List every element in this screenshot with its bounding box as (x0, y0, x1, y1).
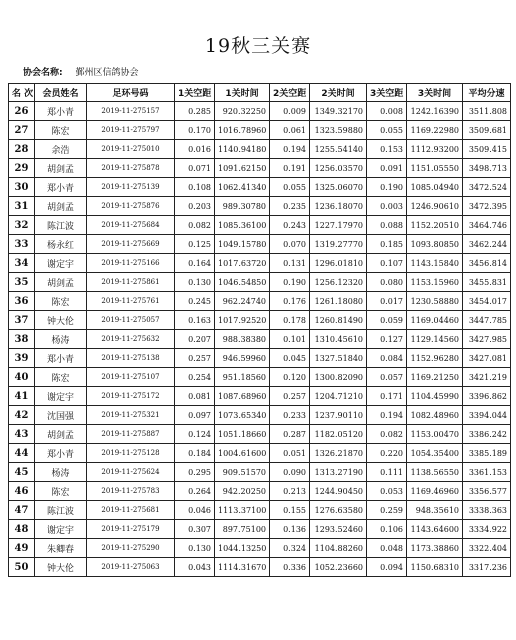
time2-cell: 1236.18070 (310, 197, 367, 216)
time3-cell: 1246.90610 (407, 197, 463, 216)
time1-cell: 1049.15780 (215, 235, 270, 254)
time1-cell: 988.38380 (215, 330, 270, 349)
dist1-cell: 0.245 (175, 292, 215, 311)
table-row (9, 178, 511, 197)
rank-cell: 37 (9, 311, 35, 330)
dist1-cell: 0.295 (175, 463, 215, 482)
avg-speed-cell: 3427.985 (463, 330, 511, 349)
avg-speed-cell: 3462.244 (463, 235, 511, 254)
time1-cell: 1016.78960 (215, 121, 270, 140)
time2-cell: 1104.88260 (310, 539, 367, 558)
col-header-name: 会员姓名 (35, 84, 87, 102)
member-name-cell: 陈宏 (35, 292, 87, 311)
dist2-cell: 0.324 (270, 539, 310, 558)
dist1-cell: 0.130 (175, 539, 215, 558)
dist2-cell: 0.194 (270, 140, 310, 159)
member-name-cell: 谢定宇 (35, 254, 87, 273)
time1-cell: 920.32250 (215, 102, 270, 121)
ring-number-cell: 2019-11-275157 (87, 102, 175, 121)
avg-speed-cell: 3472.395 (463, 197, 511, 216)
dist2-cell: 0.233 (270, 406, 310, 425)
results-table (8, 83, 511, 577)
association-line (23, 65, 139, 78)
dist2-cell: 0.051 (270, 444, 310, 463)
table-row (9, 539, 511, 558)
dist3-cell: 0.194 (367, 406, 407, 425)
dist2-cell: 0.287 (270, 425, 310, 444)
ring-number-cell: 2019-11-275321 (87, 406, 175, 425)
ring-number-cell: 2019-11-275107 (87, 368, 175, 387)
time2-cell: 1052.23660 (310, 558, 367, 577)
time2-cell: 1326.21870 (310, 444, 367, 463)
dist1-cell: 0.071 (175, 159, 215, 178)
time2-cell: 1256.03570 (310, 159, 367, 178)
dist3-cell: 0.106 (367, 520, 407, 539)
time1-cell: 989.30780 (215, 197, 270, 216)
member-name-cell: 陈江波 (35, 501, 87, 520)
table-row (9, 482, 511, 501)
time2-cell: 1255.54140 (310, 140, 367, 159)
member-name-cell: 胡剑孟 (35, 425, 87, 444)
rank-cell: 39 (9, 349, 35, 368)
dist2-cell: 0.178 (270, 311, 310, 330)
time3-cell: 1112.93200 (407, 140, 463, 159)
rank-cell: 40 (9, 368, 35, 387)
time3-cell: 1230.58880 (407, 292, 463, 311)
table-row (9, 292, 511, 311)
ring-number-cell: 2019-11-275624 (87, 463, 175, 482)
avg-speed-cell: 3396.862 (463, 387, 511, 406)
time2-cell: 1313.27190 (310, 463, 367, 482)
time2-cell: 1244.90450 (310, 482, 367, 501)
dist1-cell: 0.043 (175, 558, 215, 577)
dist1-cell: 0.207 (175, 330, 215, 349)
ring-number-cell: 2019-11-275139 (87, 178, 175, 197)
time3-cell: 1129.14560 (407, 330, 463, 349)
member-name-cell: 沈国强 (35, 406, 87, 425)
rank-cell: 35 (9, 273, 35, 292)
col-header-time1: 1关时间 (215, 84, 270, 102)
ring-number-cell: 2019-11-275681 (87, 501, 175, 520)
table-row (9, 368, 511, 387)
time3-cell: 1152.96280 (407, 349, 463, 368)
ring-number-cell: 2019-11-275138 (87, 349, 175, 368)
dist1-cell: 0.081 (175, 387, 215, 406)
member-name-cell: 陈宏 (35, 368, 87, 387)
dist3-cell: 0.220 (367, 444, 407, 463)
member-name-cell: 谢定宇 (35, 387, 87, 406)
table-row (9, 216, 511, 235)
dist3-cell: 0.127 (367, 330, 407, 349)
dist3-cell: 0.094 (367, 558, 407, 577)
table-row (9, 387, 511, 406)
dist2-cell: 0.131 (270, 254, 310, 273)
member-name-cell: 朱卿春 (35, 539, 87, 558)
rank-cell: 44 (9, 444, 35, 463)
dist1-cell: 0.163 (175, 311, 215, 330)
dist2-cell: 0.136 (270, 520, 310, 539)
dist3-cell: 0.048 (367, 539, 407, 558)
time2-cell: 1293.52460 (310, 520, 367, 539)
avg-speed-cell: 3361.153 (463, 463, 511, 482)
avg-speed-cell: 3394.044 (463, 406, 511, 425)
avg-speed-cell: 3472.524 (463, 178, 511, 197)
member-name-cell: 胡剑孟 (35, 159, 87, 178)
dist3-cell: 0.185 (367, 235, 407, 254)
table-row (9, 425, 511, 444)
avg-speed-cell: 3427.081 (463, 349, 511, 368)
dist2-cell: 0.191 (270, 159, 310, 178)
rank-cell: 49 (9, 539, 35, 558)
time3-cell: 1093.80850 (407, 235, 463, 254)
time2-cell: 1256.12320 (310, 273, 367, 292)
time2-cell: 1182.05120 (310, 425, 367, 444)
time1-cell: 962.24740 (215, 292, 270, 311)
dist1-cell: 0.108 (175, 178, 215, 197)
table-row (9, 159, 511, 178)
time1-cell: 1062.41340 (215, 178, 270, 197)
rank-cell: 26 (9, 102, 35, 121)
avg-speed-cell: 3509.681 (463, 121, 511, 140)
ring-number-cell: 2019-11-275783 (87, 482, 175, 501)
association-label: 协会名称: (23, 68, 63, 78)
time2-cell: 1260.81490 (310, 311, 367, 330)
dist3-cell: 0.059 (367, 311, 407, 330)
dist2-cell: 0.045 (270, 349, 310, 368)
member-name-cell: 钟大伦 (35, 311, 87, 330)
avg-speed-cell: 3498.713 (463, 159, 511, 178)
dist2-cell: 0.009 (270, 102, 310, 121)
time3-cell: 1152.20510 (407, 216, 463, 235)
table-row (9, 349, 511, 368)
ring-number-cell: 2019-11-275290 (87, 539, 175, 558)
rank-cell: 33 (9, 235, 35, 254)
dist2-cell: 0.101 (270, 330, 310, 349)
ring-number-cell: 2019-11-275063 (87, 558, 175, 577)
time3-cell: 1169.21250 (407, 368, 463, 387)
time2-cell: 1323.59880 (310, 121, 367, 140)
time2-cell: 1319.27770 (310, 235, 367, 254)
time1-cell: 1140.94180 (215, 140, 270, 159)
time2-cell: 1227.17970 (310, 216, 367, 235)
ring-number-cell: 2019-11-275172 (87, 387, 175, 406)
time3-cell: 1153.15960 (407, 273, 463, 292)
dist1-cell: 0.046 (175, 501, 215, 520)
member-name-cell: 郑小青 (35, 102, 87, 121)
avg-speed-cell: 3421.219 (463, 368, 511, 387)
member-name-cell: 陈宏 (35, 121, 87, 140)
dist3-cell: 0.080 (367, 273, 407, 292)
dist1-cell: 0.164 (175, 254, 215, 273)
dist3-cell: 0.017 (367, 292, 407, 311)
dist1-cell: 0.097 (175, 406, 215, 425)
col-header-rank: 名 次 (9, 84, 35, 102)
dist3-cell: 0.008 (367, 102, 407, 121)
dist1-cell: 0.307 (175, 520, 215, 539)
dist1-cell: 0.184 (175, 444, 215, 463)
table-row (9, 254, 511, 273)
time1-cell: 1091.62150 (215, 159, 270, 178)
ring-number-cell: 2019-11-275761 (87, 292, 175, 311)
member-name-cell: 郑小青 (35, 178, 87, 197)
ring-number-cell: 2019-11-275887 (87, 425, 175, 444)
dist2-cell: 0.090 (270, 463, 310, 482)
rank-cell: 28 (9, 140, 35, 159)
time1-cell: 897.75100 (215, 520, 270, 539)
dist3-cell: 0.190 (367, 178, 407, 197)
ring-number-cell: 2019-11-275057 (87, 311, 175, 330)
ring-number-cell: 2019-11-275878 (87, 159, 175, 178)
time3-cell: 1138.56550 (407, 463, 463, 482)
dist3-cell: 0.057 (367, 368, 407, 387)
col-header-ring: 足环号码 (87, 84, 175, 102)
time3-cell: 1085.04940 (407, 178, 463, 197)
time1-cell: 1114.31670 (215, 558, 270, 577)
dist3-cell: 0.082 (367, 425, 407, 444)
col-header-dist2: 2关空距 (270, 84, 310, 102)
member-name-cell: 杨永红 (35, 235, 87, 254)
col-header-avg-speed: 平均分速 (463, 84, 511, 102)
time1-cell: 1087.68960 (215, 387, 270, 406)
ring-number-cell: 2019-11-275861 (87, 273, 175, 292)
dist1-cell: 0.082 (175, 216, 215, 235)
member-name-cell: 钟大伦 (35, 558, 87, 577)
dist2-cell: 0.190 (270, 273, 310, 292)
time1-cell: 1085.36100 (215, 216, 270, 235)
dist1-cell: 0.170 (175, 121, 215, 140)
member-name-cell: 谢定宇 (35, 520, 87, 539)
ring-number-cell: 2019-11-275876 (87, 197, 175, 216)
time2-cell: 1310.45610 (310, 330, 367, 349)
time3-cell: 1143.64600 (407, 520, 463, 539)
avg-speed-cell: 3386.242 (463, 425, 511, 444)
table-row (9, 330, 511, 349)
time3-cell: 1169.04460 (407, 311, 463, 330)
col-header-dist3: 3关空距 (367, 84, 407, 102)
dist1-cell: 0.130 (175, 273, 215, 292)
rank-cell: 36 (9, 292, 35, 311)
avg-speed-cell: 3334.922 (463, 520, 511, 539)
table-row (9, 197, 511, 216)
rank-cell: 45 (9, 463, 35, 482)
time3-cell: 1143.15840 (407, 254, 463, 273)
avg-speed-cell: 3322.404 (463, 539, 511, 558)
table-row (9, 235, 511, 254)
time1-cell: 1017.63720 (215, 254, 270, 273)
dist3-cell: 0.153 (367, 140, 407, 159)
table-row (9, 520, 511, 539)
header-row (9, 84, 511, 102)
dist3-cell: 0.107 (367, 254, 407, 273)
ring-number-cell: 2019-11-275179 (87, 520, 175, 539)
dist3-cell: 0.259 (367, 501, 407, 520)
time3-cell: 948.35610 (407, 501, 463, 520)
rank-cell: 32 (9, 216, 35, 235)
rank-cell: 29 (9, 159, 35, 178)
avg-speed-cell: 3338.363 (463, 501, 511, 520)
dist2-cell: 0.070 (270, 235, 310, 254)
time2-cell: 1327.51840 (310, 349, 367, 368)
avg-speed-cell: 3456.814 (463, 254, 511, 273)
dist1-cell: 0.203 (175, 197, 215, 216)
dist3-cell: 0.171 (367, 387, 407, 406)
dist2-cell: 0.257 (270, 387, 310, 406)
rank-cell: 50 (9, 558, 35, 577)
rank-cell: 43 (9, 425, 35, 444)
ring-number-cell: 2019-11-275166 (87, 254, 175, 273)
dist1-cell: 0.285 (175, 102, 215, 121)
rank-cell: 42 (9, 406, 35, 425)
dist3-cell: 0.053 (367, 482, 407, 501)
member-name-cell: 陈宏 (35, 482, 87, 501)
table-row (9, 102, 511, 121)
time3-cell: 1104.45990 (407, 387, 463, 406)
dist3-cell: 0.055 (367, 121, 407, 140)
table-row (9, 121, 511, 140)
dist3-cell: 0.111 (367, 463, 407, 482)
avg-speed-cell: 3356.577 (463, 482, 511, 501)
table-row (9, 273, 511, 292)
avg-speed-cell: 3511.808 (463, 102, 511, 121)
table-row (9, 444, 511, 463)
dist2-cell: 0.061 (270, 121, 310, 140)
dist1-cell: 0.125 (175, 235, 215, 254)
avg-speed-cell: 3447.785 (463, 311, 511, 330)
table-row (9, 501, 511, 520)
col-header-time2: 2关时间 (310, 84, 367, 102)
page-title: 19秋三关赛 (204, 35, 312, 57)
ring-number-cell: 2019-11-275669 (87, 235, 175, 254)
avg-speed-cell: 3454.017 (463, 292, 511, 311)
table-row (9, 311, 511, 330)
rank-cell: 38 (9, 330, 35, 349)
table-row (9, 140, 511, 159)
dist2-cell: 0.336 (270, 558, 310, 577)
avg-speed-cell: 3385.189 (463, 444, 511, 463)
col-header-dist1: 1关空距 (175, 84, 215, 102)
time3-cell: 1082.48960 (407, 406, 463, 425)
dist2-cell: 0.243 (270, 216, 310, 235)
time1-cell: 1044.13250 (215, 539, 270, 558)
ring-number-cell: 2019-11-275632 (87, 330, 175, 349)
rank-cell: 31 (9, 197, 35, 216)
time3-cell: 1169.46960 (407, 482, 463, 501)
time2-cell: 1261.18080 (310, 292, 367, 311)
time3-cell: 1054.35400 (407, 444, 463, 463)
time1-cell: 1113.37100 (215, 501, 270, 520)
col-header-time3: 3关时间 (407, 84, 463, 102)
member-name-cell: 郑小青 (35, 349, 87, 368)
member-name-cell: 余浩 (35, 140, 87, 159)
avg-speed-cell: 3317.236 (463, 558, 511, 577)
time2-cell: 1276.63580 (310, 501, 367, 520)
rank-cell: 46 (9, 482, 35, 501)
time3-cell: 1153.00470 (407, 425, 463, 444)
table-row (9, 558, 511, 577)
rank-cell: 47 (9, 501, 35, 520)
ring-number-cell: 2019-11-275010 (87, 140, 175, 159)
table-row (9, 463, 511, 482)
rank-cell: 30 (9, 178, 35, 197)
member-name-cell: 郑小青 (35, 444, 87, 463)
time2-cell: 1296.01810 (310, 254, 367, 273)
time1-cell: 946.59960 (215, 349, 270, 368)
member-name-cell: 陈江波 (35, 216, 87, 235)
time1-cell: 1004.61600 (215, 444, 270, 463)
time2-cell: 1204.71210 (310, 387, 367, 406)
time2-cell: 1237.90110 (310, 406, 367, 425)
dist1-cell: 0.016 (175, 140, 215, 159)
dist3-cell: 0.088 (367, 216, 407, 235)
avg-speed-cell: 3455.831 (463, 273, 511, 292)
dist3-cell: 0.091 (367, 159, 407, 178)
dist3-cell: 0.003 (367, 197, 407, 216)
ring-number-cell: 2019-11-275128 (87, 444, 175, 463)
member-name-cell: 胡剑孟 (35, 273, 87, 292)
time3-cell: 1242.16390 (407, 102, 463, 121)
dist1-cell: 0.124 (175, 425, 215, 444)
dist1-cell: 0.264 (175, 482, 215, 501)
dist1-cell: 0.257 (175, 349, 215, 368)
member-name-cell: 胡剑孟 (35, 197, 87, 216)
avg-speed-cell: 3509.415 (463, 140, 511, 159)
time2-cell: 1325.06070 (310, 178, 367, 197)
rank-cell: 41 (9, 387, 35, 406)
time1-cell: 1017.92520 (215, 311, 270, 330)
rank-cell: 27 (9, 121, 35, 140)
dist2-cell: 0.055 (270, 178, 310, 197)
table-row (9, 406, 511, 425)
time1-cell: 1046.54850 (215, 273, 270, 292)
time3-cell: 1151.05550 (407, 159, 463, 178)
rank-cell: 34 (9, 254, 35, 273)
dist1-cell: 0.254 (175, 368, 215, 387)
time1-cell: 951.18560 (215, 368, 270, 387)
association-value: 鄞州区信鸽协会 (75, 68, 139, 78)
time3-cell: 1169.22980 (407, 121, 463, 140)
ring-number-cell: 2019-11-275797 (87, 121, 175, 140)
dist2-cell: 0.235 (270, 197, 310, 216)
rank-cell: 48 (9, 520, 35, 539)
ring-number-cell: 2019-11-275684 (87, 216, 175, 235)
time1-cell: 1051.18660 (215, 425, 270, 444)
time3-cell: 1150.68310 (407, 558, 463, 577)
time1-cell: 909.51570 (215, 463, 270, 482)
time1-cell: 942.20250 (215, 482, 270, 501)
time2-cell: 1300.82090 (310, 368, 367, 387)
time2-cell: 1349.32170 (310, 102, 367, 121)
dist2-cell: 0.120 (270, 368, 310, 387)
dist2-cell: 0.155 (270, 501, 310, 520)
dist3-cell: 0.084 (367, 349, 407, 368)
dist2-cell: 0.176 (270, 292, 310, 311)
member-name-cell: 杨涛 (35, 330, 87, 349)
time1-cell: 1073.65340 (215, 406, 270, 425)
time3-cell: 1173.38860 (407, 539, 463, 558)
dist2-cell: 0.213 (270, 482, 310, 501)
avg-speed-cell: 3464.746 (463, 216, 511, 235)
member-name-cell: 杨涛 (35, 463, 87, 482)
